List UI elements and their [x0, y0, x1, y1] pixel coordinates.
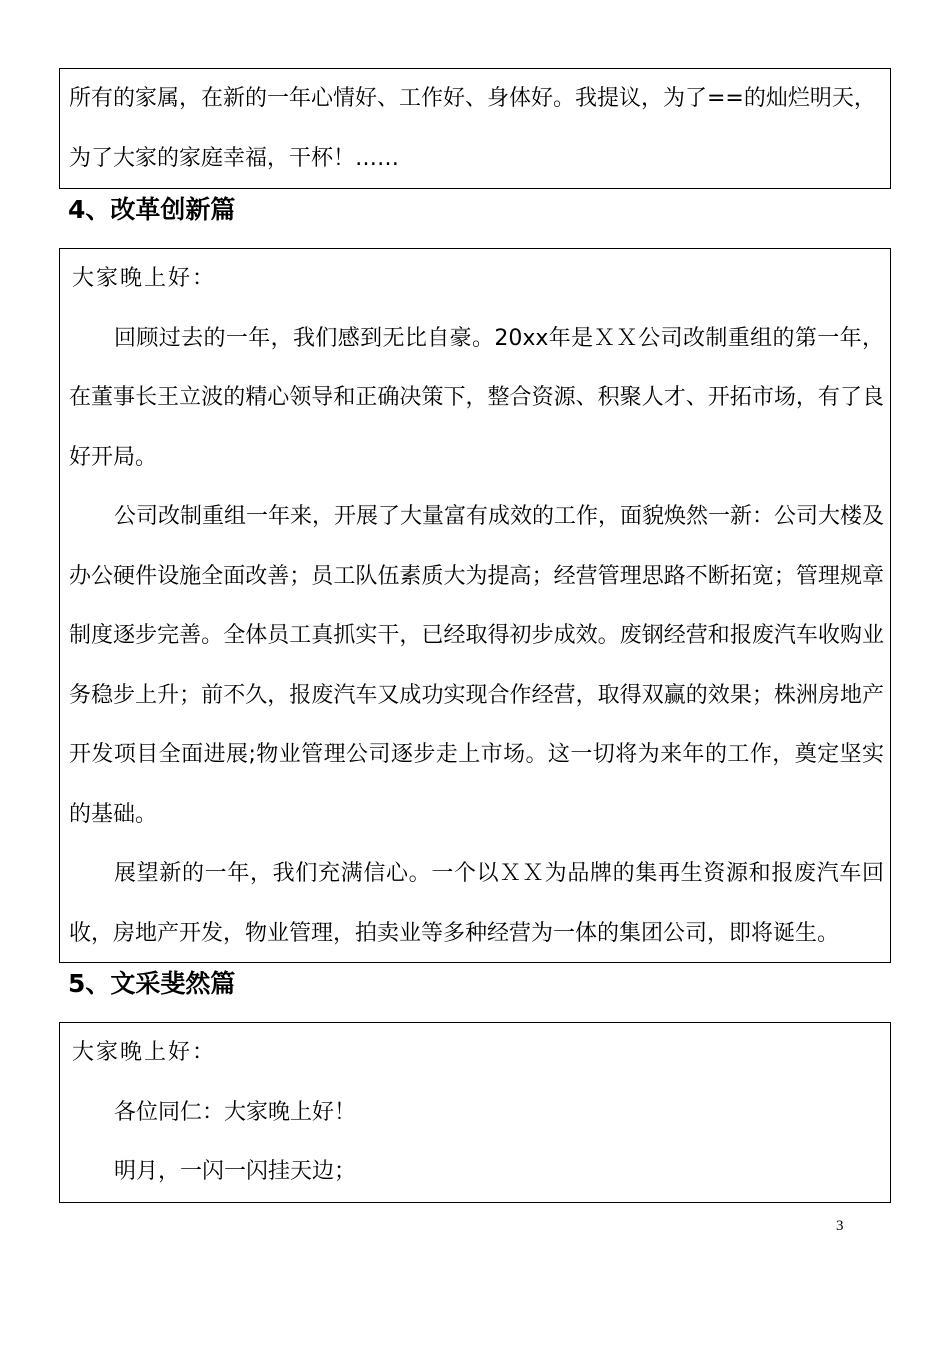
- section-5-heading: 5、文采斐然篇: [68, 969, 236, 998]
- paragraph: 各位同仁：大家晚上好！: [114, 1099, 357, 1125]
- paragraph: 展望新的一年，我们充满信心。一个以ＸＸ为品牌的集再生资源和报废汽车回收，房地产开发，物业管理，拍卖业等多种经营为一体的集团公司，即将诞生。: [69, 861, 884, 946]
- body-line: 为了大家的家庭幸福，干杯！……: [69, 145, 400, 171]
- paragraph: 公司改制重组一年来，开展了大量富有成效的工作，面貌焕然一新：公司大楼及办公硬件设施全面改善；员工队伍素质大为提高；经营管理思路不断拓宽；管理规章制度逐步完善。全体员工真抓实干，已经取得初步成效。废钢经营和报废汽车收购业务稳步上升；前不久，报废汽车又成功实现合作经营，取得双赢的效果；株洲房地产开发项目全面进展;物业管理公司逐步走上市场。这一切将为来年的工作，奠定坚实的基础。: [69, 504, 885, 827]
- paragraph: 明月，一闪一闪挂天边；: [114, 1159, 357, 1184]
- greeting: 大家晚上好：: [72, 1040, 217, 1065]
- body-line: 所有的家属，在新的一年心情好、工作好、身体好。我提议，为了==的灿烂明天，: [69, 86, 876, 111]
- paragraph: 回顾过去的一年，我们感到无比自豪。20xx年是ＸＸ公司改制重组的第一年，在董事长王立波的精心领导和正确决策下，整合资源、积聚人才、开拓市场，有了良好开局。: [69, 325, 884, 470]
- previous-section-box: [59, 68, 891, 189]
- page-number: 3: [836, 1218, 844, 1234]
- greeting: 大家晚上好：: [72, 266, 217, 291]
- section-4-box: [59, 248, 891, 963]
- section-4-heading: 4、改革创新篇: [68, 195, 236, 224]
- section-5-box: [59, 1022, 891, 1203]
